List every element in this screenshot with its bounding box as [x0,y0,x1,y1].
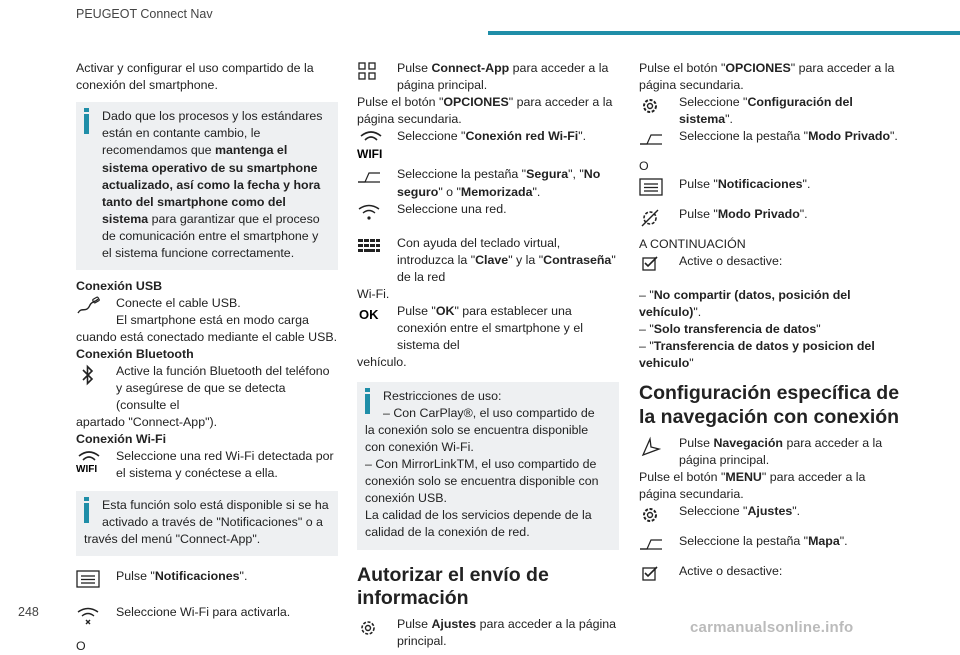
notifications-list-icon [639,177,663,197]
next-label: A CONTINUACIÓN [639,236,746,251]
notifications-list-icon [76,569,100,589]
bluetooth-step [76,363,338,414]
section-heading: Configuración específica de la navegación con conexión [639,382,900,428]
select-network-text: Seleccione una red. [397,201,507,216]
running-header: PEUGEOT Connect Nav [76,7,213,21]
svg-text:OK: OK [359,307,379,323]
usb-text-2: El smartphone está en modo carga [116,313,309,328]
wifi-activate-step [76,604,338,632]
tab-icon [357,167,381,187]
section-heading: Autorizar el envío de información [357,563,549,609]
note-box-notifications [76,491,338,556]
private-mode-step: Pulse "Modo Privado". [639,206,901,236]
column-1 [76,60,338,655]
note-text-2: través del menú "Connect-App". [84,531,261,546]
column-3 [639,60,901,583]
options-step: Pulse el botón "OPCIONES" para acceder a la página secundaria. [639,61,895,93]
watermark: carmanualsonline.info [690,619,854,636]
info-icon [84,108,90,134]
usb-text-3: cuando está conectado mediante el cable USB. [76,329,338,344]
svg-text:WIFI: WIFI [357,147,383,162]
checkbox-icon [639,564,663,584]
keyboard-icon [357,236,381,256]
settings-gear-icon [357,617,381,637]
usb-step [76,295,338,329]
note-box-restrictions [357,382,619,550]
toggle-text: Active o desactive: [679,564,783,579]
wifi-activate-text: Seleccione Wi-Fi para activarla. [116,604,291,619]
note-text: para garantizar que el proceso de comunicación entre el smartphone y el sistema funcione correctamente. [102,211,320,261]
notifications-step: Pulse "Notificaciones". [639,176,901,206]
option-item: – "No compartir (datos, posición del vehículo)". [639,287,851,319]
usb-cable-icon [76,296,100,316]
menu-step: Pulse el botón "MENU" para acceder a la página secundaria. [639,470,866,502]
select-network-step [357,201,619,231]
note-line: la conexión solo se encuentra disponible con conexión Wi-Fi. [365,422,589,454]
column-2 [357,60,619,651]
wifi-text: Wi-Fi. [357,286,390,301]
bluetooth-text: Active la función Bluetooth del teléfono y asegúrese de que se detecta (consulte el [116,363,330,412]
svg-text:WIFI: WIFI [76,464,98,474]
bluetooth-title: Conexión Bluetooth [76,346,194,361]
usb-text: Conecte el cable USB. [116,296,241,311]
notifications-step: Pulse "Notificaciones". [76,568,338,598]
wifi-text: Seleccione una red Wi-Fi detectada por el sistema y conéctese a ella. [116,449,334,481]
options-step: Pulse el botón "OPCIONES" para acceder a la página secundaria. [357,95,613,127]
wifi-off-icon [76,605,100,625]
wifi-step [76,448,338,482]
tab-icon [639,534,663,554]
wifi-icon [76,449,100,474]
bluetooth-icon [76,364,100,384]
or-text: O [639,159,649,174]
connect-app-step: Pulse Connect-App para acceder a la página principal. [357,60,619,94]
note-box-update [76,102,338,270]
note-text: Dado que los procesos y los estándares están en contante cambio, le recomendamos que [102,109,323,158]
checkbox-icon [639,254,663,274]
ok-step: OK Pulse "OK" para establecer una conexión entre el smartphone y el sistema del [359,304,583,353]
note-line: La calidad de los servicios depende de la calidad de la conexión de red. [365,508,592,540]
vehicle-text: vehículo. [357,355,407,370]
bluetooth-text-2: apartado "Connect-App"). [76,415,218,430]
navigation-step: Pulse Navegación para acceder a la página principal. [639,435,901,469]
settings-step: Seleccione "Ajustes". [639,503,901,533]
private-tab-step: Seleccione la pestaña "Modo Privado". [639,128,901,158]
system-config-step: Seleccione "Configuración del sistema". [639,94,901,128]
private-mode-gear-icon [639,207,663,227]
option-item: – "Solo transferencia de datos" [639,321,821,336]
note-text: Esta función solo está disponible si se ha activado a través de "Notificaciones" o a [102,497,329,529]
wifi-network-step: WIFI Seleccione "Conexión red Wi-Fi". [357,128,619,166]
settings-step: Pulse Ajustes para acceder a la página principal. [357,616,619,650]
tab-icon [639,129,663,149]
wifi-title: Conexión Wi-Fi [76,432,167,447]
header-accent-bar [488,31,960,35]
connect-app-grid-icon [357,61,381,81]
toggle-step [639,253,901,283]
toggle-text: Active o desactive: [679,253,783,268]
or-text: O [76,638,86,653]
tab-select-step: Seleccione la pestaña "Segura", "No seguro" o "Memorizada". [357,166,619,200]
map-tab-step: Seleccione la pestaña "Mapa". [639,533,901,563]
keyboard-step: Con ayuda del teclado virtual, introduzca la "Clave" y la "Contraseña" de la red [357,235,619,286]
note-line: – Con MirrorLinkTM, el uso compartido de conexión solo se encuentra disponible con conexión USB. [365,456,599,506]
page-number: 248 [18,605,39,619]
usb-title: Conexión USB [76,279,163,294]
intro-text: Activar y configurar el uso compartido de la conexión del smartphone. [76,61,314,93]
note-bold-text: mantenga el sistema operativo de su smartphone actualizado, así como la fecha y hora tanto del smartphone como del sistema [102,143,321,226]
info-icon [365,388,371,414]
wifi-signal-icon [357,202,381,222]
info-icon [84,497,90,523]
note-title: Restricciones de uso: [383,388,502,403]
settings-gear-icon [639,95,663,115]
notifications-label: Notificaciones [154,568,240,583]
ok-icon [357,304,381,324]
wifi-icon [357,129,381,165]
option-item: – "Transferencia de datos y posicion del vehiculo" [639,338,875,371]
toggle-step [639,563,901,583]
note-line: – Con CarPlay®, el uso compartido de [383,405,595,420]
settings-gear-icon [639,504,663,524]
navigation-arrow-icon [639,436,663,456]
